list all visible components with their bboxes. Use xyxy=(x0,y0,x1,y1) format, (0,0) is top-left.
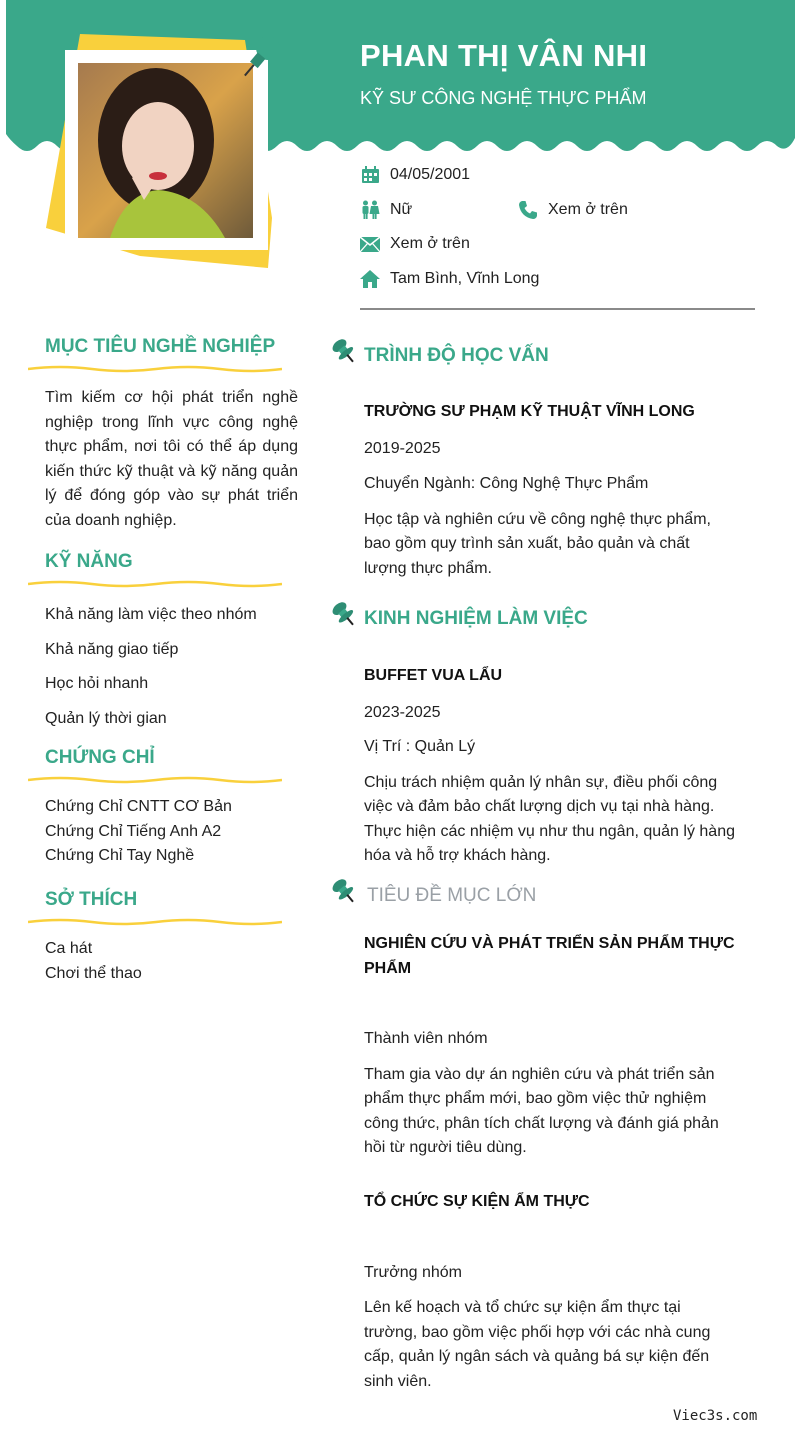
education-major: Chuyển Ngành: Công Nghệ Thực Phẩm xyxy=(364,475,649,492)
project-role: Trưởng nhóm xyxy=(364,1263,462,1281)
contact-email xyxy=(360,234,470,254)
education-heading: TRÌNH ĐỘ HỌC VẤN xyxy=(364,345,549,366)
objective-text: Tìm kiếm cơ hội phát triển nghề nghiệp trong lĩnh vực công nghệ thực phẩm, nơi tôi có thể áp dụng kiến thức kỹ thuật và kỹ năng quản lý để đóng góp vào sự phát triển của doanh nghiệp. xyxy=(45,389,298,529)
gender-value: Nữ xyxy=(390,201,413,218)
education-heading-row xyxy=(330,345,549,367)
pushpin-icon xyxy=(330,337,358,365)
certificates-list xyxy=(45,795,300,869)
contact-divider xyxy=(360,308,755,310)
gender-icon xyxy=(360,200,380,220)
phone-value: Xem ở trên xyxy=(548,201,628,218)
project-description: Lên kế hoạch và tổ chức sự kiện ẩm thực tại trường, bao gồm việc phối hợp với các nhà cung cấp, quản lý ngân sách và quảng bá sự kiện đến sinh viên. xyxy=(364,1299,711,1390)
experience-heading-row xyxy=(330,608,588,630)
contact-address xyxy=(360,269,539,289)
contact-phone xyxy=(518,200,628,220)
avatar xyxy=(78,63,253,238)
skills-heading: KỸ NĂNG xyxy=(45,551,133,572)
company-name: BUFFET VUA LẨU xyxy=(364,667,503,684)
list-item: Chứng Chỉ Tiếng Anh A2 xyxy=(45,822,222,840)
hobbies-list xyxy=(45,937,300,986)
job-title: KỸ SƯ CÔNG NGHỆ THỰC PHẨM xyxy=(360,88,647,108)
pushpin-icon xyxy=(330,877,358,905)
projects-heading-row xyxy=(330,885,536,907)
candidate-name: PHAN THỊ VÂN NHI xyxy=(360,38,648,73)
education-description: Học tập và nghiên cứu về công nghệ thực phẩm, bao gồm quy trình sản xuất, bảo quản và chất lượng thực phẩm. xyxy=(364,510,711,577)
wave-divider xyxy=(28,579,282,589)
experience-description: Chịu trách nhiệm quản lý nhân sự, điều phối công việc và đảm bảo chất lượng dịch vụ tại nhà hàng. Thực hiện các nhiệm vụ như thu ngân, quản lý hàng hóa và hỗ trợ khách hàng. xyxy=(364,773,735,864)
list-item: Chứng Chỉ CNTT CƠ Bản xyxy=(45,798,232,815)
wave-divider xyxy=(28,917,282,927)
list-item: Khả năng giao tiếp xyxy=(45,640,179,658)
experience-heading: KINH NGHIỆM LÀM VIỆC xyxy=(364,608,588,629)
footer-brand: Viec3s.com xyxy=(673,1408,758,1424)
education-entry xyxy=(364,400,744,581)
hobbies-heading: SỞ THÍCH xyxy=(45,889,138,910)
home-icon xyxy=(360,269,380,289)
project-description: Tham gia vào dự án nghiên cứu và phát triển sản phẩm thực phẩm mới, bao gồm việc thử nghiệm công thức, phân tích chất lượng và đánh giá phản hồi từ người tiêu dùng. xyxy=(364,1065,719,1156)
projects-heading: TIÊU ĐỀ MỤC LỚN xyxy=(367,885,537,906)
experience-position: Vị Trí : Quản Lý xyxy=(364,738,476,755)
school-name: TRƯỜNG SƯ PHẠM KỸ THUẬT VĨNH LONG xyxy=(364,403,695,420)
certificates-heading: CHỨNG CHỈ xyxy=(45,747,155,768)
list-item: Chứng Chỉ Tay Nghề xyxy=(45,847,195,864)
email-icon xyxy=(360,234,380,254)
project-entry xyxy=(364,932,744,1161)
list-item: Chơi thể thao xyxy=(45,964,142,982)
birthday-value: 04/05/2001 xyxy=(390,166,471,183)
contact-gender xyxy=(360,200,412,220)
skills-list xyxy=(45,603,300,741)
profile-photo-frame xyxy=(40,28,290,273)
calendar-icon xyxy=(360,165,380,185)
objective-heading: MỤC TIÊU NGHỀ NGHIỆP xyxy=(45,336,276,357)
project-title: NGHIÊN CỨU VÀ PHÁT TRIỂN SẢN PHẨM THỰC PHẨM xyxy=(364,935,735,977)
wave-divider xyxy=(28,775,282,785)
address-value: Tam Bình, Vĩnh Long xyxy=(390,270,540,287)
experience-period: 2023-2025 xyxy=(364,703,441,721)
project-role: Thành viên nhóm xyxy=(364,1030,488,1047)
project-title: TỔ CHỨC SỰ KIỆN ẨM THỰC xyxy=(364,1193,590,1210)
email-value: Xem ở trên xyxy=(390,235,470,252)
list-item: Quản lý thời gian xyxy=(45,709,167,727)
experience-entry xyxy=(364,664,744,869)
education-period: 2019-2025 xyxy=(364,439,441,457)
phone-icon xyxy=(518,200,538,220)
section-certificates xyxy=(28,747,300,869)
list-item: Học hỏi nhanh xyxy=(45,675,149,692)
section-hobbies xyxy=(28,889,300,986)
contact-birthday xyxy=(360,165,470,185)
section-objective xyxy=(28,336,300,533)
list-item: Ca hát xyxy=(45,940,93,957)
project-entry xyxy=(364,1190,744,1394)
wave-divider xyxy=(28,364,282,374)
pushpin-icon xyxy=(330,600,358,628)
list-item: Khả năng làm việc theo nhóm xyxy=(45,606,257,623)
section-skills xyxy=(28,551,300,741)
